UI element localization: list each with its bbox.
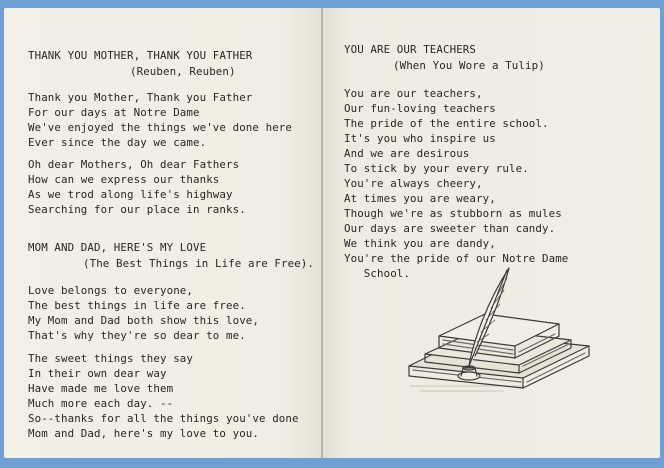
poem-tune: (The Best Things in Life are Free). — [83, 257, 315, 270]
poem-line: My Mom and Dad both show this love, — [28, 314, 260, 327]
poem-line: So--thanks for all the things you've done — [28, 412, 299, 425]
poem-line: Oh dear Mothers, Oh dear Fathers — [28, 158, 240, 171]
poem-line: You're always cheery, — [344, 177, 483, 190]
page-fold — [321, 8, 323, 458]
poem-line: Ever since the day we came. — [28, 136, 207, 149]
poem-line: Though we're as stubborn as mules — [344, 207, 562, 220]
poem-line: You are our teachers, — [344, 87, 483, 100]
poem-line: The best things in life are free. — [28, 299, 246, 312]
poem-line: And we are desirous — [344, 147, 470, 160]
poem-line: Searching for our place in ranks. — [28, 203, 246, 216]
poem-line: The pride of the entire school. — [344, 117, 549, 130]
poem-line: Our days are sweeter than candy. — [344, 222, 556, 235]
poem-line: How can we express our thanks — [28, 173, 220, 186]
quill-and-books-icon — [403, 262, 595, 396]
poem-line: The sweet things they say — [28, 352, 194, 365]
poem-line: We've enjoyed the things we've done here — [28, 121, 293, 134]
poem-line: In their own dear way — [28, 367, 167, 380]
poem-line: Have made me love them — [28, 382, 174, 395]
poem-line: It's you who inspire us — [344, 132, 496, 145]
poem-line: Much more each day. -- — [28, 397, 174, 410]
poem-line: For our days at Notre Dame — [28, 106, 200, 119]
poem-line: Love belongs to everyone, — [28, 284, 194, 297]
poem-title: YOU ARE OUR TEACHERS — [344, 43, 477, 56]
poem-line: Mom and Dad, here's my love to you. — [28, 427, 260, 440]
poem-line: At times you are weary, — [344, 192, 496, 205]
poem-line: That's why they're so dear to me. — [28, 329, 246, 342]
poem-title: MOM AND DAD, HERE'S MY LOVE — [28, 241, 207, 254]
poem-line: School. — [344, 267, 411, 280]
poem-line: As we trod along life's highway — [28, 188, 233, 201]
poem-line: To stick by your every rule. — [344, 162, 529, 175]
poem-line: Our fun-loving teachers — [344, 102, 496, 115]
poem-title: THANK YOU MOTHER, THANK YOU FATHER — [28, 49, 253, 62]
poem-tune: (Reuben, Reuben) — [130, 65, 236, 78]
poem-line: Thank you Mother, Thank you Father — [28, 91, 253, 104]
poem-line: We think you are dandy, — [344, 237, 496, 250]
poem-line: You're the pride of our Notre Dame — [344, 252, 569, 265]
poem-tune: (When You Wore a Tulip) — [393, 59, 545, 72]
